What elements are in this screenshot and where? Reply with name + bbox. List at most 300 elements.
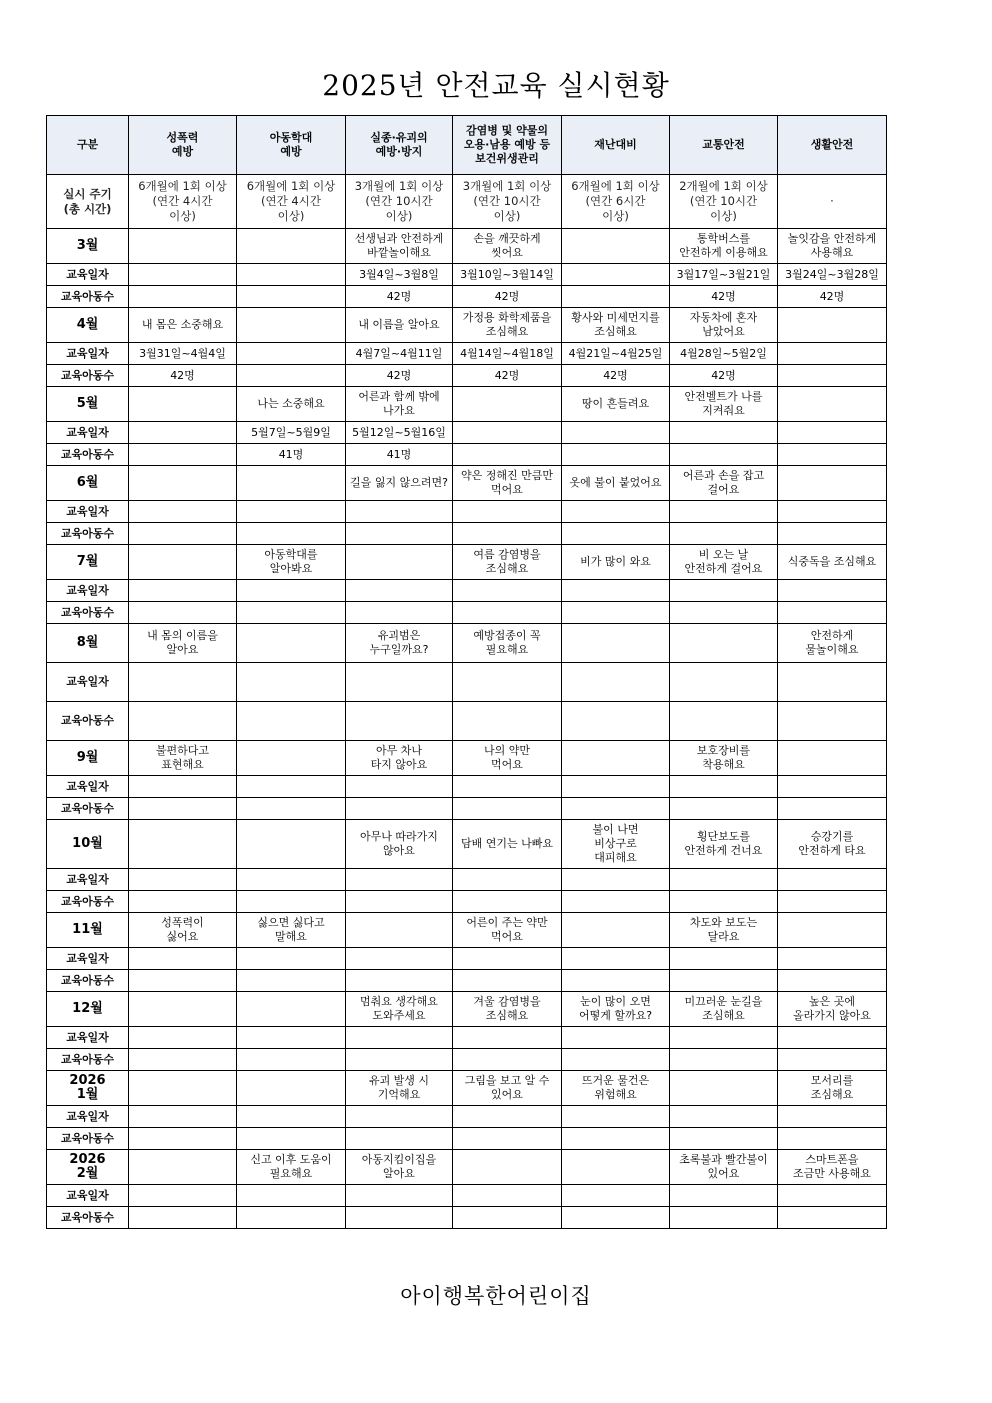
month-topic-row <box>47 229 887 264</box>
count-cell <box>129 970 237 992</box>
date-cell <box>129 776 237 798</box>
count-cell <box>778 798 887 820</box>
count-cell: 42명 <box>670 286 778 308</box>
date-cell <box>562 501 670 523</box>
topic-cell: 아동학대를 알아봐요 <box>237 545 346 580</box>
header-cell: 아동학대 예방 <box>237 116 346 175</box>
date-cell <box>562 422 670 444</box>
month-topic-row <box>47 545 887 580</box>
dates-label: 교육일자 <box>47 948 129 970</box>
month-topic-row <box>47 820 887 869</box>
date-cell: 4월21일~4월25일 <box>562 343 670 365</box>
topic-cell: 여름 감염병을 조심해요 <box>453 545 562 580</box>
dates-label: 교육일자 <box>47 1027 129 1049</box>
topic-cell <box>129 820 237 869</box>
topic-cell <box>237 229 346 264</box>
count-cell <box>237 970 346 992</box>
topic-cell <box>237 820 346 869</box>
date-cell <box>129 501 237 523</box>
topic-cell <box>129 1071 237 1106</box>
count-cell <box>237 1128 346 1150</box>
date-cell: 3월10일~3월14일 <box>453 264 562 286</box>
header-cell: 구분 <box>47 116 129 175</box>
count-cell <box>129 523 237 545</box>
frequency-cell: 6개월에 1회 이상 (연간 4시간 이상) <box>129 175 237 229</box>
frequency-cell: 3개월에 1회 이상 (연간 10시간 이상) <box>453 175 562 229</box>
count-cell <box>237 1049 346 1071</box>
counts-label: 교육아동수 <box>47 1207 129 1229</box>
dates-row <box>47 663 887 702</box>
date-cell <box>237 776 346 798</box>
count-cell <box>129 1207 237 1229</box>
date-cell <box>670 580 778 602</box>
date-cell <box>346 501 453 523</box>
topic-cell: 승강기를 안전하게 타요 <box>778 820 887 869</box>
topic-cell: 불편하다고 표현해요 <box>129 741 237 776</box>
count-cell: 42명 <box>778 286 887 308</box>
dates-label: 교육일자 <box>47 422 129 444</box>
count-cell <box>778 970 887 992</box>
date-cell <box>453 869 562 891</box>
topic-cell: 미끄러운 눈길을 조심해요 <box>670 992 778 1027</box>
month-label: 4월 <box>47 308 129 343</box>
topic-cell: 모서리를 조심해요 <box>778 1071 887 1106</box>
frequency-label: 실시 주기 (총 시간) <box>47 175 129 229</box>
date-cell <box>562 663 670 702</box>
date-cell <box>129 580 237 602</box>
count-cell <box>670 798 778 820</box>
month-topic-row <box>47 387 887 422</box>
count-cell <box>453 1128 562 1150</box>
month-label: 6월 <box>47 466 129 501</box>
count-cell <box>453 891 562 913</box>
topic-cell: 뜨거운 물건은 위험해요 <box>562 1071 670 1106</box>
month-topic-row <box>47 1150 887 1185</box>
date-cell <box>670 1185 778 1207</box>
month-label: 9월 <box>47 741 129 776</box>
count-cell <box>346 970 453 992</box>
topic-cell: 유괴범은 누구일까요? <box>346 624 453 663</box>
count-cell <box>778 891 887 913</box>
count-cell <box>453 798 562 820</box>
dates-row <box>47 264 887 286</box>
dates-label: 교육일자 <box>47 501 129 523</box>
date-cell <box>453 1027 562 1049</box>
date-cell <box>237 1185 346 1207</box>
count-cell <box>778 365 887 387</box>
count-cell <box>237 891 346 913</box>
topic-cell <box>453 1150 562 1185</box>
count-cell <box>453 1207 562 1229</box>
counts-row <box>47 798 887 820</box>
date-cell <box>129 663 237 702</box>
date-cell <box>778 501 887 523</box>
date-cell <box>237 869 346 891</box>
count-cell <box>562 602 670 624</box>
count-cell <box>453 444 562 466</box>
topic-cell <box>129 387 237 422</box>
frequency-cell: 2개월에 1회 이상 (연간 10시간 이상) <box>670 175 778 229</box>
topic-cell: 내 몸의 이름을 알아요 <box>129 624 237 663</box>
count-cell: 42명 <box>453 286 562 308</box>
month-topic-row <box>47 1071 887 1106</box>
topic-cell: 약은 정해진 만큼만 먹어요 <box>453 466 562 501</box>
frequency-row <box>47 175 887 229</box>
topic-cell: 놀잇감을 안전하게 사용해요 <box>778 229 887 264</box>
date-cell <box>237 948 346 970</box>
count-cell: 42명 <box>346 286 453 308</box>
topic-cell <box>237 992 346 1027</box>
count-cell <box>778 602 887 624</box>
frequency-cell: · <box>778 175 887 229</box>
count-cell <box>237 702 346 741</box>
dates-label: 교육일자 <box>47 869 129 891</box>
month-label: 11월 <box>47 913 129 948</box>
month-label: 2026 1월 <box>47 1071 129 1106</box>
counts-row <box>47 1049 887 1071</box>
topic-cell: 나의 약만 먹어요 <box>453 741 562 776</box>
count-cell <box>778 1128 887 1150</box>
date-cell: 4월28일~5월2일 <box>670 343 778 365</box>
topic-cell <box>562 913 670 948</box>
topic-cell: 가정용 화학제품을 조심해요 <box>453 308 562 343</box>
topic-cell: 안전하게 물놀이해요 <box>778 624 887 663</box>
header-cell: 감염병 및 약물의 오용·남용 예방 등 보건위생관리 <box>453 116 562 175</box>
topic-cell <box>562 1150 670 1185</box>
count-cell <box>562 523 670 545</box>
date-cell <box>237 501 346 523</box>
month-label: 8월 <box>47 624 129 663</box>
counts-label: 교육아동수 <box>47 891 129 913</box>
date-cell <box>346 580 453 602</box>
count-cell <box>346 798 453 820</box>
counts-row <box>47 702 887 741</box>
topic-cell <box>129 992 237 1027</box>
month-label: 2026 2월 <box>47 1150 129 1185</box>
count-cell <box>778 444 887 466</box>
frequency-cell: 6개월에 1회 이상 (연간 4시간 이상) <box>237 175 346 229</box>
dates-row <box>47 501 887 523</box>
counts-label: 교육아동수 <box>47 702 129 741</box>
date-cell <box>453 580 562 602</box>
date-cell <box>562 1185 670 1207</box>
topic-cell: 내 이름을 알아요 <box>346 308 453 343</box>
count-cell <box>670 1049 778 1071</box>
frequency-cell: 3개월에 1회 이상 (연간 10시간 이상) <box>346 175 453 229</box>
counts-row <box>47 1128 887 1150</box>
counts-label: 교육아동수 <box>47 444 129 466</box>
count-cell <box>670 702 778 741</box>
date-cell <box>237 663 346 702</box>
topic-cell <box>129 1150 237 1185</box>
count-cell <box>778 1049 887 1071</box>
count-cell <box>346 602 453 624</box>
count-cell <box>129 702 237 741</box>
dates-row <box>47 1106 887 1128</box>
count-cell <box>346 702 453 741</box>
count-cell <box>562 702 670 741</box>
topic-cell <box>670 1071 778 1106</box>
date-cell <box>562 264 670 286</box>
topic-cell: 나는 소중해요 <box>237 387 346 422</box>
counts-row <box>47 286 887 308</box>
date-cell <box>129 948 237 970</box>
count-cell <box>562 1207 670 1229</box>
topic-cell: 어른과 손을 잡고 걸어요 <box>670 466 778 501</box>
topic-cell: 식중독을 조심해요 <box>778 545 887 580</box>
topic-cell: 자동차에 혼자 남았어요 <box>670 308 778 343</box>
dates-label: 교육일자 <box>47 1106 129 1128</box>
counts-label: 교육아동수 <box>47 798 129 820</box>
topic-cell: 어른과 함께 밖에 나가요 <box>346 387 453 422</box>
topic-cell <box>778 466 887 501</box>
count-cell <box>562 891 670 913</box>
date-cell <box>237 264 346 286</box>
month-label: 12월 <box>47 992 129 1027</box>
dates-label: 교육일자 <box>47 343 129 365</box>
date-cell: 3월17일~3월21일 <box>670 264 778 286</box>
date-cell <box>562 1027 670 1049</box>
date-cell <box>778 1185 887 1207</box>
topic-cell <box>237 466 346 501</box>
date-cell <box>670 776 778 798</box>
date-cell <box>346 776 453 798</box>
date-cell <box>670 1106 778 1128</box>
date-cell <box>237 580 346 602</box>
topic-cell <box>778 387 887 422</box>
date-cell <box>778 869 887 891</box>
count-cell <box>453 523 562 545</box>
topic-cell: 멈춰요 생각해요 도와주세요 <box>346 992 453 1027</box>
topic-cell <box>778 308 887 343</box>
date-cell <box>453 1106 562 1128</box>
count-cell <box>562 1128 670 1150</box>
topic-cell: 겨울 감염병을 조심해요 <box>453 992 562 1027</box>
date-cell <box>346 1106 453 1128</box>
count-cell: 42명 <box>562 365 670 387</box>
counts-row <box>47 891 887 913</box>
count-cell <box>237 1207 346 1229</box>
topic-cell: 아동지킴이집을 알아요 <box>346 1150 453 1185</box>
date-cell <box>778 1106 887 1128</box>
topic-cell: 스마트폰을 조금만 사용해요 <box>778 1150 887 1185</box>
topic-cell: 횡단보도를 안전하게 건너요 <box>670 820 778 869</box>
counts-row <box>47 444 887 466</box>
date-cell <box>346 1027 453 1049</box>
header-row <box>47 116 887 175</box>
date-cell <box>670 869 778 891</box>
topic-cell <box>778 741 887 776</box>
counts-label: 교육아동수 <box>47 1128 129 1150</box>
topic-cell <box>562 624 670 663</box>
count-cell: 42명 <box>670 365 778 387</box>
topic-cell <box>562 229 670 264</box>
dates-row <box>47 1185 887 1207</box>
date-cell <box>346 663 453 702</box>
date-cell <box>562 776 670 798</box>
date-cell <box>237 1027 346 1049</box>
counts-label: 교육아동수 <box>47 602 129 624</box>
topic-cell: 황사와 미세먼지를 조심해요 <box>562 308 670 343</box>
dates-row <box>47 1027 887 1049</box>
counts-label: 교육아동수 <box>47 523 129 545</box>
counts-row <box>47 1207 887 1229</box>
header-cell: 재난대비 <box>562 116 670 175</box>
count-cell <box>562 286 670 308</box>
topic-cell <box>670 624 778 663</box>
dates-label: 교육일자 <box>47 776 129 798</box>
count-cell <box>670 891 778 913</box>
topic-cell: 비 오는 날 안전하게 걸어요 <box>670 545 778 580</box>
date-cell <box>453 422 562 444</box>
counts-label: 교육아동수 <box>47 286 129 308</box>
date-cell <box>129 869 237 891</box>
counts-row <box>47 602 887 624</box>
count-cell: 42명 <box>453 365 562 387</box>
count-cell <box>778 702 887 741</box>
page-title: 2025년 안전교육 실시현황 <box>322 69 670 102</box>
counts-row <box>47 523 887 545</box>
count-cell <box>453 970 562 992</box>
date-cell <box>562 1106 670 1128</box>
date-cell <box>129 1106 237 1128</box>
date-cell <box>346 948 453 970</box>
dates-label: 교육일자 <box>47 1185 129 1207</box>
date-cell <box>778 343 887 365</box>
month-topic-row <box>47 992 887 1027</box>
count-cell: 42명 <box>129 365 237 387</box>
date-cell <box>453 501 562 523</box>
date-cell <box>778 948 887 970</box>
counts-label: 교육아동수 <box>47 365 129 387</box>
count-cell <box>129 798 237 820</box>
dates-label: 교육일자 <box>47 663 129 702</box>
count-cell <box>237 523 346 545</box>
date-cell <box>346 1185 453 1207</box>
date-cell <box>778 776 887 798</box>
date-cell <box>129 422 237 444</box>
topic-cell: 어른이 주는 약만 먹어요 <box>453 913 562 948</box>
date-cell <box>346 869 453 891</box>
topic-cell: 안전벨트가 나를 지켜줘요 <box>670 387 778 422</box>
dates-row <box>47 776 887 798</box>
date-cell <box>778 1027 887 1049</box>
dates-row <box>47 343 887 365</box>
count-cell <box>670 1128 778 1150</box>
topic-cell: 싫으면 싫다고 말해요 <box>237 913 346 948</box>
count-cell: 41명 <box>346 444 453 466</box>
dates-label: 교육일자 <box>47 264 129 286</box>
count-cell <box>453 702 562 741</box>
date-cell <box>237 1106 346 1128</box>
topic-cell: 유괴 발생 시 기억해요 <box>346 1071 453 1106</box>
topic-cell: 아무 차나 타지 않아요 <box>346 741 453 776</box>
month-label: 5월 <box>47 387 129 422</box>
counts-row <box>47 970 887 992</box>
date-cell <box>562 948 670 970</box>
topic-cell: 불이 나면 비상구로 대피해요 <box>562 820 670 869</box>
month-topic-row <box>47 741 887 776</box>
topic-cell: 땅이 흔들려요 <box>562 387 670 422</box>
counts-label: 교육아동수 <box>47 1049 129 1071</box>
count-cell: 41명 <box>237 444 346 466</box>
topic-cell: 비가 많이 와요 <box>562 545 670 580</box>
topic-cell: 성폭력이 싫어요 <box>129 913 237 948</box>
topic-cell <box>237 308 346 343</box>
topic-cell <box>129 229 237 264</box>
count-cell <box>778 523 887 545</box>
count-cell: 42명 <box>346 365 453 387</box>
date-cell <box>453 663 562 702</box>
count-cell <box>129 444 237 466</box>
date-cell <box>453 1185 562 1207</box>
date-cell <box>778 580 887 602</box>
count-cell <box>562 444 670 466</box>
topic-cell: 그림을 보고 알 수 있어요 <box>453 1071 562 1106</box>
dates-row <box>47 580 887 602</box>
counts-row <box>47 365 887 387</box>
count-cell <box>129 1049 237 1071</box>
date-cell: 4월14일~4월18일 <box>453 343 562 365</box>
month-label: 7월 <box>47 545 129 580</box>
date-cell <box>778 422 887 444</box>
topic-cell: 손을 깨끗하게 씻어요 <box>453 229 562 264</box>
topic-cell <box>346 913 453 948</box>
count-cell <box>129 602 237 624</box>
topic-cell: 통학버스를 안전하게 이용해요 <box>670 229 778 264</box>
topic-cell <box>237 741 346 776</box>
count-cell <box>237 365 346 387</box>
count-cell <box>670 523 778 545</box>
month-label: 3월 <box>47 229 129 264</box>
topic-cell <box>129 545 237 580</box>
date-cell <box>453 948 562 970</box>
date-cell: 3월31일~4월4일 <box>129 343 237 365</box>
date-cell <box>129 1185 237 1207</box>
month-topic-row <box>47 466 887 501</box>
date-cell <box>129 264 237 286</box>
header-cell: 교통안전 <box>670 116 778 175</box>
date-cell <box>670 663 778 702</box>
topic-cell <box>453 387 562 422</box>
topic-cell: 신고 이후 도움이 필요해요 <box>237 1150 346 1185</box>
count-cell <box>562 798 670 820</box>
count-cell <box>346 523 453 545</box>
dates-row <box>47 422 887 444</box>
date-cell <box>453 776 562 798</box>
month-topic-row <box>47 624 887 663</box>
date-cell: 3월24일~3월28일 <box>778 264 887 286</box>
count-cell <box>346 1128 453 1150</box>
topic-cell: 길을 잃지 않으려면? <box>346 466 453 501</box>
count-cell <box>562 970 670 992</box>
topic-cell: 눈이 많이 오면 어떻게 할까요? <box>562 992 670 1027</box>
date-cell: 4월7일~4월11일 <box>346 343 453 365</box>
month-label: 10월 <box>47 820 129 869</box>
count-cell <box>129 286 237 308</box>
count-cell <box>453 602 562 624</box>
date-cell <box>670 948 778 970</box>
date-cell <box>562 869 670 891</box>
count-cell <box>670 1207 778 1229</box>
topic-cell: 내 몸은 소중해요 <box>129 308 237 343</box>
month-topic-row <box>47 308 887 343</box>
topic-cell: 보호장비를 착용해요 <box>670 741 778 776</box>
date-cell: 5월12일~5월16일 <box>346 422 453 444</box>
topic-cell: 선생님과 안전하게 바깥놀이해요 <box>346 229 453 264</box>
topic-cell <box>562 741 670 776</box>
dates-row <box>47 869 887 891</box>
